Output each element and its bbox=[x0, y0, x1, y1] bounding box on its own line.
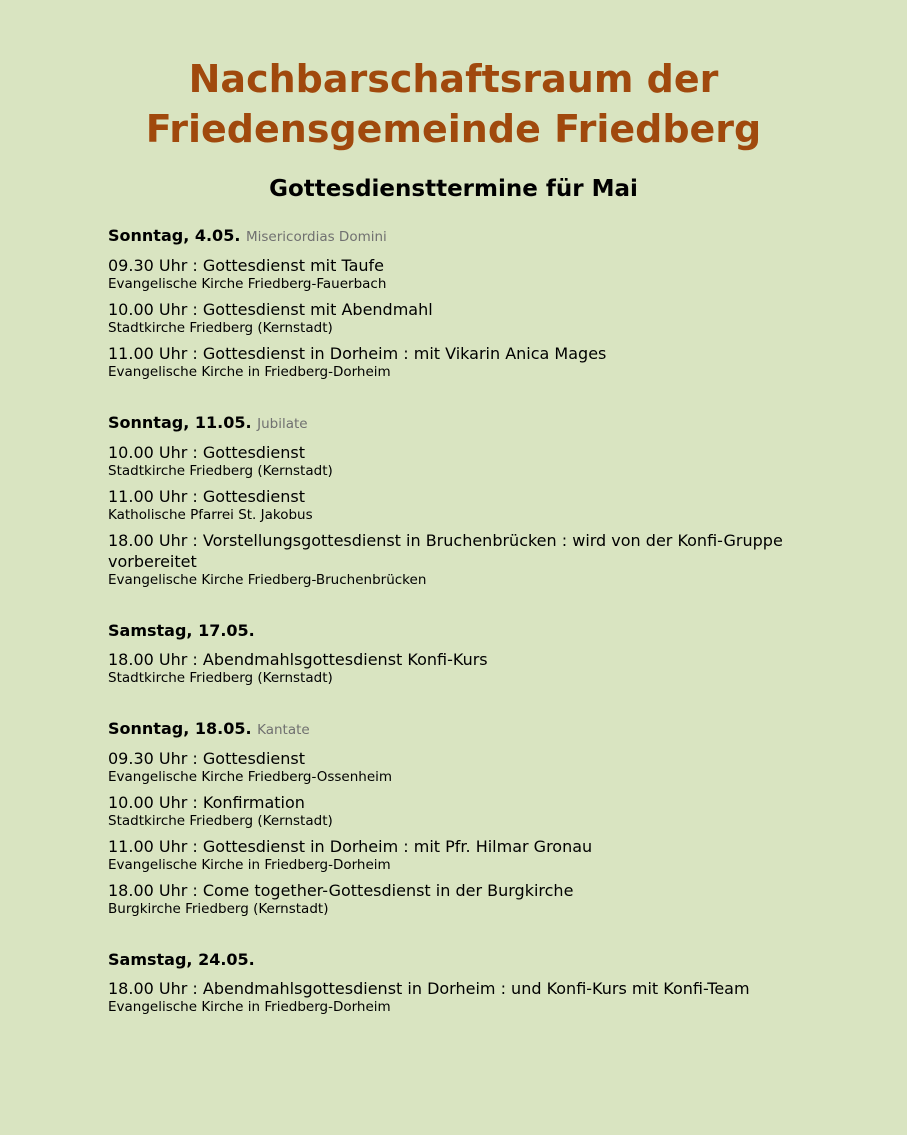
service-entry bbox=[108, 836, 828, 874]
service-entry bbox=[108, 880, 828, 918]
service-entry bbox=[108, 299, 828, 337]
service-entry bbox=[108, 649, 828, 687]
day-liturgical-name: Kantate bbox=[257, 722, 310, 738]
service-location: Stadtkirche Friedberg (Kernstadt) bbox=[108, 813, 333, 829]
day-heading bbox=[108, 226, 828, 247]
service-entry bbox=[108, 748, 828, 786]
service-location: Stadtkirche Friedberg (Kernstadt) bbox=[108, 463, 333, 479]
day-date: Samstag, 24.05. bbox=[108, 950, 255, 969]
service-location: Evangelische Kirche Friedberg-Fauerbach bbox=[108, 276, 387, 292]
service-time-title: 18.00 Uhr : Abendmahlsgottesdienst in Dorheim : und Konfi-Kurs mit Konfi-Team bbox=[108, 979, 750, 998]
service-entry bbox=[108, 442, 828, 480]
schedule-list bbox=[0, 226, 828, 1016]
day-date: Sonntag, 18.05. bbox=[108, 719, 252, 738]
day-liturgical-name: Jubilate bbox=[257, 416, 308, 432]
page-title-line-2: Friedensgemeinde Friedberg bbox=[145, 107, 762, 151]
service-entry bbox=[108, 530, 828, 589]
service-location: Evangelische Kirche Friedberg-Bruchenbrücken bbox=[108, 572, 427, 588]
service-time-title: 09.30 Uhr : Gottesdienst bbox=[108, 749, 305, 768]
day-heading bbox=[108, 621, 828, 641]
service-location: Katholische Pfarrei St. Jakobus bbox=[108, 507, 313, 523]
page-title-line-1: Nachbarschaftsraum der bbox=[188, 57, 719, 101]
schedule-day bbox=[108, 621, 828, 687]
service-entry bbox=[108, 486, 828, 524]
service-time-title: 18.00 Uhr : Vorstellungsgottesdienst in Bruchenbrücken : wird von der Konfi-Gruppe vorbereitet bbox=[108, 531, 783, 571]
service-location: Evangelische Kirche Friedberg-Ossenheim bbox=[108, 769, 393, 785]
service-time-title: 11.00 Uhr : Gottesdienst in Dorheim : mit Pfr. Hilmar Gronau bbox=[108, 837, 593, 856]
service-entry bbox=[108, 792, 828, 830]
day-heading bbox=[108, 950, 828, 970]
schedule-day bbox=[108, 226, 828, 381]
service-time-title: 18.00 Uhr : Abendmahlsgottesdienst Konfi-Kurs bbox=[108, 650, 488, 669]
day-heading bbox=[108, 719, 828, 740]
schedule-day bbox=[108, 950, 828, 1016]
service-location: Stadtkirche Friedberg (Kernstadt) bbox=[108, 320, 333, 336]
page-title bbox=[0, 54, 907, 154]
schedule-day bbox=[108, 413, 828, 589]
service-location: Evangelische Kirche in Friedberg-Dorheim bbox=[108, 999, 391, 1015]
day-liturgical-name: Misericordias Domini bbox=[245, 229, 387, 245]
page-subtitle: Gottesdiensttermine für Mai bbox=[269, 176, 638, 202]
service-time-title: 11.00 Uhr : Gottesdienst bbox=[108, 487, 305, 506]
schedule-day bbox=[108, 719, 828, 918]
day-date: Sonntag, 4.05. bbox=[108, 226, 241, 245]
service-location: Evangelische Kirche in Friedberg-Dorheim bbox=[108, 364, 391, 380]
service-entry bbox=[108, 255, 828, 293]
service-time-title: 11.00 Uhr : Gottesdienst in Dorheim : mit Vikarin Anica Mages bbox=[108, 344, 607, 363]
service-time-title: 09.30 Uhr : Gottesdienst mit Taufe bbox=[108, 256, 385, 275]
service-location: Burgkirche Friedberg (Kernstadt) bbox=[108, 901, 329, 917]
service-location: Evangelische Kirche in Friedberg-Dorheim bbox=[108, 857, 391, 873]
service-time-title: 18.00 Uhr : Come together-Gottesdienst in der Burgkirche bbox=[108, 881, 574, 900]
service-location: Stadtkirche Friedberg (Kernstadt) bbox=[108, 670, 333, 686]
day-date: Samstag, 17.05. bbox=[108, 621, 255, 640]
service-time-title: 10.00 Uhr : Gottesdienst mit Abendmahl bbox=[108, 300, 433, 319]
service-time-title: 10.00 Uhr : Konfirmation bbox=[108, 793, 305, 812]
service-entry bbox=[108, 343, 828, 381]
service-time-title: 10.00 Uhr : Gottesdienst bbox=[108, 443, 305, 462]
day-heading bbox=[108, 413, 828, 434]
service-entry bbox=[108, 978, 828, 1016]
day-date: Sonntag, 11.05. bbox=[108, 413, 252, 432]
